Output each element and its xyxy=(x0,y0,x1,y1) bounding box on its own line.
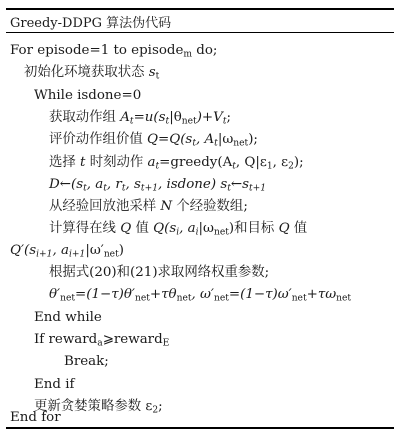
action-theta: |θ xyxy=(169,110,182,125)
omega-prime: , ω′ xyxy=(191,287,214,302)
select-var-a: a xyxy=(147,155,156,170)
for-tail: do; xyxy=(192,43,218,58)
compute-mid: 值 xyxy=(131,221,154,236)
eval-s: (s xyxy=(180,132,193,147)
store-transition-line xyxy=(49,176,266,193)
omega-sub-2: net xyxy=(291,293,307,304)
eval-sub-1: t xyxy=(192,138,196,149)
for-subscript: m xyxy=(183,49,193,60)
eval-sub-net: net xyxy=(233,138,249,149)
select-q-eps: , Q|ε xyxy=(235,155,267,170)
select-sub-4: 2 xyxy=(288,161,294,172)
select-action-line xyxy=(49,154,304,171)
store-sub-4: t+1 xyxy=(140,183,158,194)
soft-update-line xyxy=(49,286,351,303)
init-environment-line xyxy=(24,64,159,81)
eval-omega: |ω xyxy=(217,132,234,147)
evaluate-value-line xyxy=(49,131,258,148)
compute-suffix: 值 xyxy=(289,221,308,236)
eval-q2: Q xyxy=(169,132,181,147)
compute-omega: |ω xyxy=(198,221,214,236)
eval-end: ); xyxy=(248,132,258,147)
end-if-line: End if xyxy=(34,377,75,392)
sample-label: 从经验回放池采样 xyxy=(49,199,161,214)
compute-label: 计算得在线 xyxy=(49,221,121,236)
select-var-t: t xyxy=(80,155,86,170)
store-sub-2: t xyxy=(103,183,107,194)
algorithm-caption: Greedy-DDPG 算法伪代码 xyxy=(10,16,172,31)
select-eps2: , ε xyxy=(272,155,289,170)
if-compare: ⩾reward xyxy=(102,332,163,347)
greedy-suffix: ; xyxy=(158,399,163,414)
qprime-end: ) xyxy=(118,243,124,258)
greedy-label: 更新贪婪策略参数 ε xyxy=(34,399,153,414)
theta-plus: +τθ xyxy=(149,287,177,302)
store-sub-5: t xyxy=(227,183,231,194)
theta-sub-2: net xyxy=(134,293,150,304)
greedy-sub: 2 xyxy=(152,405,159,416)
get-action-line xyxy=(49,109,231,126)
store-sub-1: t xyxy=(83,183,87,194)
action-sub-net: net xyxy=(181,116,197,127)
eval-A: , A xyxy=(195,132,215,147)
store-s: , s xyxy=(125,177,141,192)
select-mid: 时刻动作 xyxy=(85,155,148,170)
store-sub-3: t xyxy=(121,183,126,194)
select-greedy: =greedy(A xyxy=(159,155,233,170)
qprime-head: Q′ xyxy=(10,243,25,258)
select-sub-1: t xyxy=(155,161,160,172)
select-sub-2: t xyxy=(232,161,236,172)
compute-q3: Q xyxy=(278,221,290,236)
omega-sub-1: net xyxy=(213,293,229,304)
qprime-sub-2: i+1 xyxy=(68,249,86,260)
sample-suffix: 个经验数组; xyxy=(172,199,248,214)
store-D: D xyxy=(49,177,60,192)
compute-target: )和目标 xyxy=(228,221,279,236)
init-sub: t xyxy=(155,71,160,82)
compute-sub-net: net xyxy=(213,227,229,238)
bottom-rule xyxy=(6,427,394,429)
store-r: , r xyxy=(106,177,122,192)
if-text: If reward xyxy=(34,332,98,347)
qprime-sub-net: net xyxy=(103,249,119,260)
break-line: Break; xyxy=(64,354,109,369)
eval-q1: Q xyxy=(147,132,158,147)
header-rule xyxy=(6,32,394,33)
action-sub-t3: t xyxy=(222,116,227,127)
for-loop-header xyxy=(10,42,217,59)
if-sub-a: a xyxy=(97,338,103,349)
qprime-sub-1: i+1 xyxy=(36,249,53,260)
compute-q: Q xyxy=(120,221,132,236)
theta-sub-1: net xyxy=(60,293,76,304)
init-text: 初始化环境获取状态 xyxy=(24,65,149,80)
store-sub-6: t+1 xyxy=(248,183,267,194)
omega-plus: +τω xyxy=(306,287,337,302)
evaluate-label: 评价动作组价值 xyxy=(49,132,147,147)
omega-sub-3: net xyxy=(336,293,352,304)
compute-q-line xyxy=(49,220,307,237)
compute-s: (s xyxy=(164,221,177,236)
action-sub-t2: t xyxy=(165,116,170,127)
get-action-label: 获取动作组 xyxy=(49,110,121,125)
qprime-omega: |ω′ xyxy=(85,243,104,258)
action-eq: =u(s xyxy=(133,110,166,125)
end-while-line: End while xyxy=(34,310,102,325)
top-rule xyxy=(6,8,394,10)
action-sub-t: t xyxy=(129,116,134,127)
sample-N: N xyxy=(160,199,173,214)
theta-sub-3: net xyxy=(176,293,192,304)
omega-eq: =(1−τ)ω′ xyxy=(228,287,292,302)
select-end: ); xyxy=(293,155,304,170)
store-arrow: ←(s xyxy=(59,177,84,192)
for-text: For episode=1 to episode xyxy=(10,43,184,58)
if-reward-line xyxy=(34,331,169,348)
select-label: 选择 xyxy=(49,155,81,170)
store-next: ←s xyxy=(230,177,249,192)
select-sub-3: 1 xyxy=(266,161,273,172)
qprime-a: , a xyxy=(52,243,69,258)
theta-prime: θ′ xyxy=(49,287,61,302)
theta-eq: =(1−τ)θ′ xyxy=(75,287,135,302)
compute-a: , a xyxy=(179,221,196,236)
compute-sub-2: i xyxy=(195,227,199,238)
while-loop-header: While isdone=0 xyxy=(34,88,142,103)
action-var-A: A xyxy=(120,110,130,125)
eval-sub-2: t xyxy=(214,138,218,149)
update-weights-line: 根据式(20)和(21)求取网络权重参数; xyxy=(49,265,270,280)
compute-q2: Q xyxy=(153,221,165,236)
if-sub-e: E xyxy=(162,338,170,349)
qprime-s: (s xyxy=(24,243,37,258)
target-q-line xyxy=(10,242,124,259)
init-var: s xyxy=(148,65,156,80)
sample-experience-line xyxy=(49,198,248,215)
end-for-line: End for xyxy=(10,410,61,425)
store-isdone: , isdone) s xyxy=(158,177,228,192)
compute-sub-1: i xyxy=(176,227,180,238)
store-a: , a xyxy=(86,177,104,192)
action-end: ; xyxy=(226,110,231,125)
action-plus-V: )+V xyxy=(196,110,223,125)
eval-eq: = xyxy=(157,132,170,147)
